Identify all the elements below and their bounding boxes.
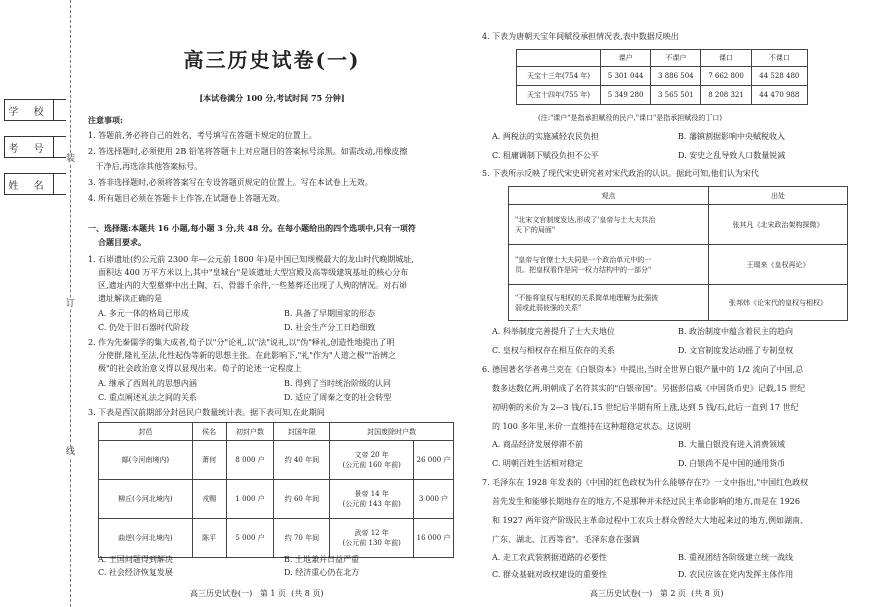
q3-cell: 萧何 [192,441,226,480]
q6-line-2: 数多达数亿两,明朝成了名符其实的"白银帝国"。另据彭信威《中国货币史》记载,15 世纪 [492,384,806,393]
q3-header-fief: 封邑 [99,423,193,441]
q4-cell: 5 349 280 [601,86,651,105]
table-row [509,285,848,321]
q7-option-a[interactable]: A. 走工农武装割据道路的必要性 [492,553,607,562]
q5-cell-view [509,245,709,285]
section-heading-line2: 合题目要求。 [98,237,146,247]
section-heading-line1: 一、选择题:本题共 16 小题,每小题 3 分,共 48 分。在每小题给出的四个选项中,只有一项符 [88,223,416,233]
q4-header-taxed-households: 课户 [601,50,651,67]
binding-label-xian: 线 [66,447,76,457]
q4-cell: 天宝十四年(755 年) [517,86,601,105]
q5-view-line2: 员。把皇权看作是同一权力结构中的一部分" [515,265,652,274]
q5-view-line1: "北宋文官制度发达,形成了'皇帝与士大夫共治 [515,215,656,224]
q1-option-c[interactable]: C. 仍处于旧石器时代阶段 [98,323,189,332]
notes-line-1: 1. 答题前,务必将自己的姓名、考号填写在答题卡规定的位置上。 [88,131,317,140]
q3-cell: 曲逆(今河北境内) [99,519,193,558]
q2-option-a[interactable]: A. 继承了西周礼的思想内涵 [98,379,197,388]
q7-option-d[interactable]: D. 农民应该在党内发挥主体作用 [678,570,794,579]
q4-header-blank [517,50,601,67]
q3-period-line1: 景帝 14 年 [354,490,389,498]
q4-cell: 3 886 504 [651,67,701,86]
q3-cell: 约 60 年间 [274,480,330,519]
q5-table [508,186,848,321]
q3-table [98,422,454,558]
q4-cell: 44 470 988 [751,86,807,105]
q4-cell: 44 528 480 [751,67,807,86]
table-row [509,245,848,285]
q6-option-c[interactable]: C. 明朝百姓生活相对稳定 [492,459,583,468]
q5-option-c[interactable]: C. 皇权与相权存在相互依存的关系 [492,346,615,355]
table-row [517,86,808,105]
notes-heading: 注意事项: [88,115,123,125]
q6-line-1: 6. 德国著名学者弗兰克在《白银资本》中提出,当时全世界白银产量中的 1/2 流向了中国,总 [482,365,804,374]
q3-cell: 1 000 户 [226,480,274,519]
q4-option-a[interactable]: A. 两税法的实施减轻农民负担 [492,132,599,141]
q3-header-lord: 侯名 [192,423,226,441]
q3-cell: 柳丘(今河北境内) [99,480,193,519]
exam-number-field-input[interactable] [54,136,66,158]
q5-cell-source: 张其凡《北宋政治架构探微》 [709,205,848,245]
q4-header-untaxed-households: 不课户 [651,50,701,67]
binding-label-zhuang: 装 [66,154,76,164]
q5-stem: 5. 下表所示反映了现代宋史研究者对宋代政治的认识。据此可知,他们认为宋代 [482,169,759,178]
q4-cell: 5 301 044 [601,67,651,86]
q3-cell: 陈平 [192,519,226,558]
q7-line-3: 和 1927 两年资产阶级民主革命过程中工农兵士群众曾经大大地起来过的地方,例如湖南、 [492,516,808,525]
q2-line-1: 2. 作为先秦儒学的集大成者,荀子以"分"论礼,以"法"说礼,以"伪"释礼,创造性地提出了明 [88,338,395,347]
q3-period-line2: (公元前 160 年前) [342,461,401,469]
q3-header-final: 封国废除时户数 [330,423,454,441]
name-field-input[interactable] [54,173,66,195]
page-2 [478,0,866,607]
q4-header-taxed-persons: 课口 [701,50,751,67]
q3-cell: 16 000 户 [414,519,454,558]
q5-view-line2: 弱或此弱彼强的关系" [515,303,582,312]
table-row [517,67,808,86]
q5-view-line1: "不能将皇权与相权的关系简单地理解为此强彼 [515,293,659,302]
binding-label-ding: 订 [66,299,76,309]
q3-cell: 鄗(今河南境内) [99,441,193,480]
q4-note: (注:"课户"是指承担赋役的民户,"课口"是指承担赋役的丁口) [538,114,722,122]
q6-line-4: 的 100 多年里,米价一直维持在这种超稳定状态。这说明 [492,422,691,431]
table-row [99,519,454,558]
notes-line-4: 3. 答非选择题时,必须将答案写在专设答题页规定的位置上。写在本试卷上无效。 [88,178,373,187]
q3-cell: 约 40 年间 [274,441,330,480]
q7-line-1: 7. 毛泽东在 1928 年发表的《中国的红色政权为什么能够存在?》一文中指出,"中国红色政权 [482,478,809,487]
q2-line-2: 分使群,隆礼至法,化性起伪等新的思想主张。在此影响下,"礼"作为"人道之极""治辨之 [98,351,397,360]
q5-cell-source: 张邦炜《论宋代的皇权与相权》 [709,285,848,321]
q3-option-b[interactable]: B. 土地兼并日益严重 [284,555,359,564]
q3-cell: 3 000 户 [414,480,454,519]
q5-header-view: 观点 [509,187,709,205]
q3-period-line1: 文帝 20 年 [354,451,389,459]
q5-view-line2: 天下'的局面" [515,225,556,234]
exam-number-field-label: 考 号 [4,136,54,158]
q5-option-a[interactable]: A. 科举制度完善提升了士大夫地位 [492,327,615,336]
q5-option-d[interactable]: D. 文官制度发达动摇了专制皇权 [678,346,794,355]
notes-line-5: 4. 所有题目必须在答题卡上作答,在试题卷上答题无效。 [88,194,285,203]
q2-option-b[interactable]: B. 得到了当时统治阶级的认同 [284,379,391,388]
q4-option-b[interactable]: B. 藩镇割据影响中央赋税收入 [678,132,785,141]
q4-cell: 8 208 321 [701,86,751,105]
q7-option-b[interactable]: B. 重视团结各阶级建立统一战线 [678,553,793,562]
q5-cell-source: 王瑞来《皇权再论》 [709,245,848,285]
q2-option-d[interactable]: D. 适应了周秦之变的社会转型 [284,393,392,402]
q5-header-source: 出处 [709,187,848,205]
q3-cell-period [330,441,414,480]
q4-stem: 4. 下表为唐朝天宝年间赋役承担情况表,表中数据反映出 [482,32,679,41]
q4-cell: 7 662 800 [701,67,751,86]
q3-cell: 5 000 户 [226,519,274,558]
notes-line-2: 2. 答选择题时,必须使用 2B 铅笔将答题卡上对应题目的答案标号涂黑。如需改动,用橡皮擦 [88,147,408,156]
q3-period-line2: (公元前 143 年前) [342,500,401,508]
q6-option-a[interactable]: A. 商品经济发展停滞不前 [492,440,583,449]
table-row [509,205,848,245]
q3-option-d[interactable]: D. 经济重心仍在北方 [284,568,360,577]
school-field-label: 学 校 [4,99,54,121]
q6-option-d[interactable]: D. 白银尚不是中国的通用货币 [678,459,786,468]
q3-cell: 戎赐 [192,480,226,519]
q5-view-line1: "皇帝与官僚士大夫同是一个政治单元中的一 [515,255,652,264]
q6-line-3: 初明朝的米价为 2—3 钱/石,15 世纪后半期有所上涨,达到 5 钱/石,此后一直到 17 世纪 [492,403,799,412]
q7-line-2: 首先发生和能够长期地存在的地方,不是那种并未经过民主革命影响的地方,而是在 1926 [492,497,800,506]
q4-cell: 3 565 501 [651,86,701,105]
q1-option-d[interactable]: D. 社会生产分工日趋细致 [284,323,376,332]
exam-subtitle: [本试卷满分 100 分,考试时间 75 分钟] [199,93,345,103]
q4-table [516,49,808,105]
q7-option-c[interactable]: C. 群众基础对政权建设的重要性 [492,570,607,579]
q3-option-a[interactable]: A. 王国问题得到解决 [98,555,173,564]
exam-title: 高三历史试卷(一) [183,48,361,72]
q1-line-1: 1. 石峁遗址(约公元前 2300 年—公元前 1800 年)是中国已知规模最大的龙山时代晚期城址, [88,255,414,264]
school-field-input[interactable] [54,99,66,121]
table-row [99,480,454,519]
q7-line-4: 广东、湖北、江西等省"。毛泽东意在强调 [492,535,640,544]
q3-cell: 8 000 户 [226,441,274,480]
q5-cell-view [509,205,709,245]
q1-option-a[interactable]: A. 多元一体的格局已形成 [98,309,189,318]
q3-cell-period [330,519,414,558]
q3-header-initial: 初封户数 [226,423,274,441]
notes-line-3: 干净后,再选涂其他答案标号。 [88,162,203,171]
q3-cell-period [330,480,414,519]
binding-margin [0,0,78,607]
q1-line-4: 遗址解读正确的是 [98,294,162,303]
q1-line-2: 面积达 400 万平方米以上,其中"皇城台"是该遗址大型宫殿及高等级建筑基址的核心分布 [98,268,409,277]
q1-option-b[interactable]: B. 具备了早期国家的形态 [284,309,375,318]
q2-line-3: 极"的社会政治意义得以显现出来。荀子的论述一定程度上 [98,364,302,373]
page-1 [84,0,460,607]
q3-cell: 约 70 年间 [274,519,330,558]
q3-stem: 3. 下表是西汉前期部分封邑民户数量统计表。据下表可知,在此期间 [88,408,325,417]
q3-period-line2: (公元前 130 年前) [342,539,401,547]
page-2-footer: 高三历史试卷(一) 第 2 页 (共 8 页) [590,589,724,598]
q4-option-d[interactable]: D. 安史之乱导致人口数量锐减 [678,151,786,160]
q1-line-3: 区,遗址内的大型墓葬中出土陶、石、骨器千余件,一些墓葬还出现了人殉的情况。对石峁 [98,281,408,290]
q3-option-c[interactable]: C. 社会经济恢复发展 [98,568,173,577]
q5-cell-view [509,285,709,321]
page-1-footer: 高三历史试卷(一) 第 1 页 (共 8 页) [190,589,324,598]
q3-period-line1: 武帝 12 年 [354,529,389,537]
q6-option-b[interactable]: B. 大量白银没有进入消费领域 [678,440,785,449]
name-field-label: 姓 名 [4,173,54,195]
q3-header-years: 封国年限 [274,423,330,441]
table-row [99,441,454,480]
q4-header-untaxed-persons: 不课口 [751,50,807,67]
q3-cell: 26 000 户 [414,441,454,480]
q5-option-b[interactable]: B. 政治制度中蕴含着民主的趋向 [678,327,793,336]
q4-cell: 天宝十三年(754 年) [517,67,601,86]
q4-option-c[interactable]: C. 租庸调制下赋役负担不公平 [492,151,599,160]
q2-option-c[interactable]: C. 重点阐述礼法之间的关系 [98,393,197,402]
